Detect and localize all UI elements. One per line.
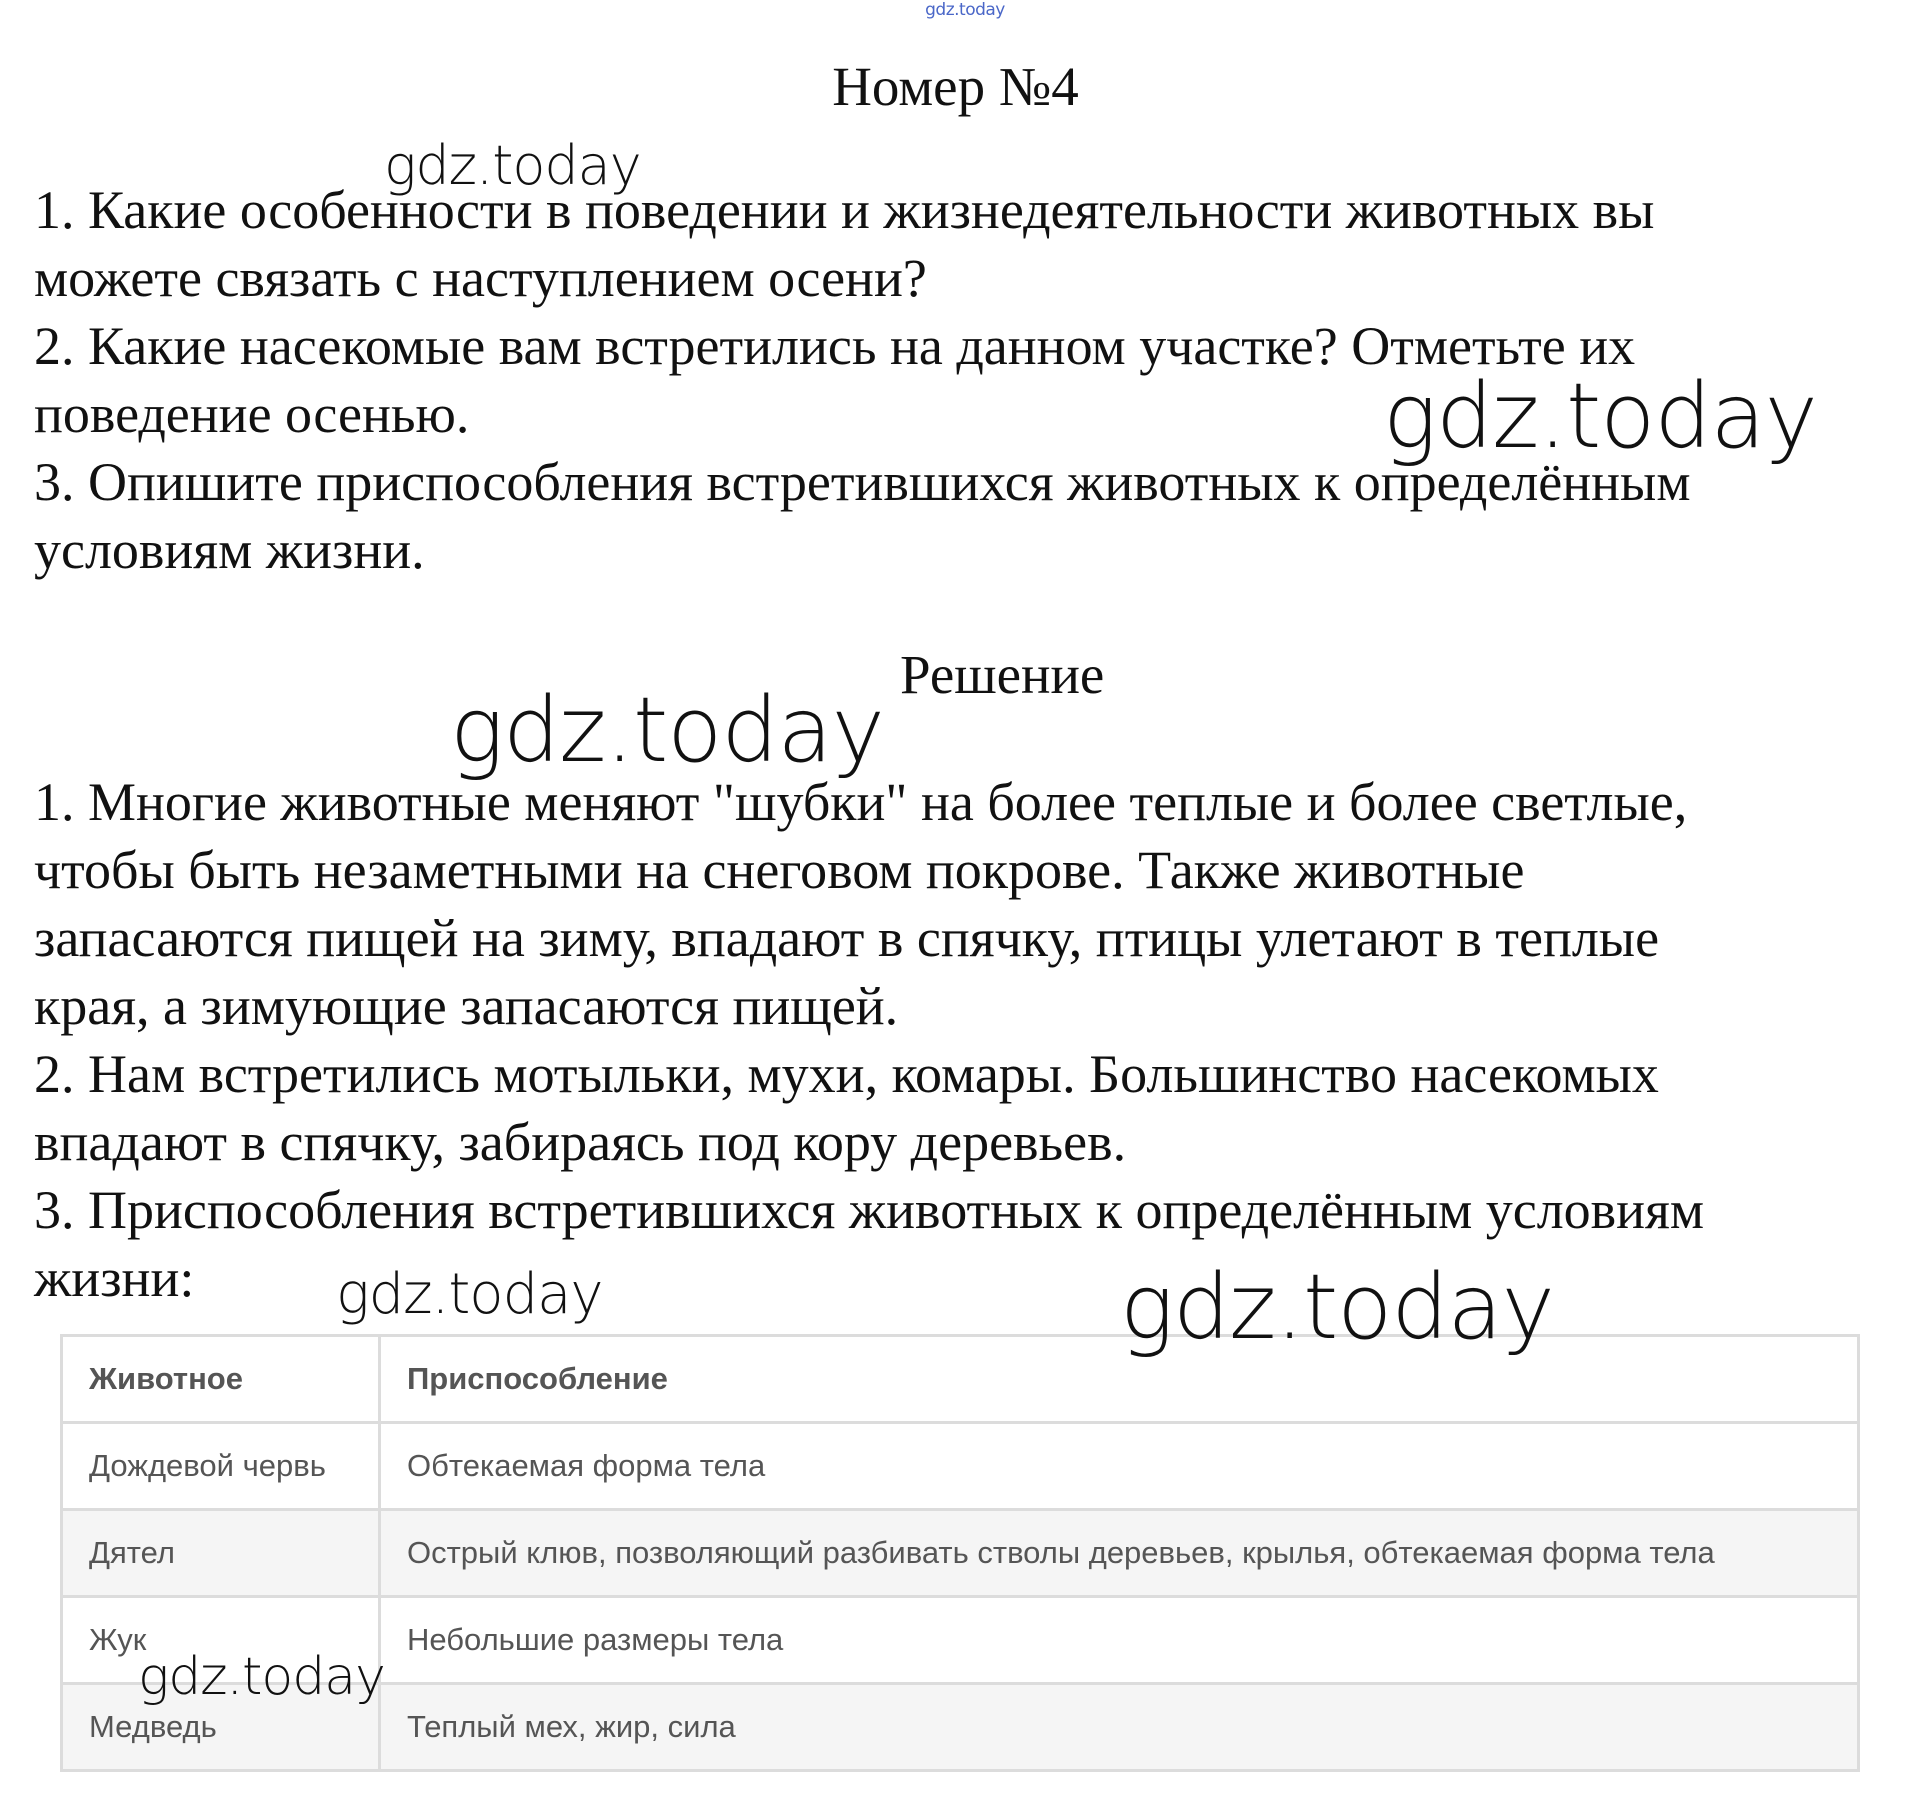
watermark-top: gdz.today bbox=[925, 0, 1005, 20]
page-title: Номер №4 bbox=[832, 56, 1079, 117]
table-cell: Дождевой червь bbox=[62, 1423, 380, 1510]
watermark: gdz.today bbox=[1383, 364, 1817, 469]
solution-heading: Решение bbox=[900, 644, 1105, 705]
watermark: gdz.today bbox=[336, 1262, 603, 1327]
watermark: gdz.today bbox=[1120, 1255, 1554, 1360]
watermark: gdz.today bbox=[450, 678, 884, 783]
questions-text: 1. Какие особенности в поведении и жизнедеятельности животных вы можете связать с наступлением осени? 2. Какие насекомые вам встретились на данном участке? Отметьте их поведение осенью. 3. Опишите приспособления встретившихся животных к определённым условиям жизни. bbox=[34, 180, 1691, 580]
table-row bbox=[62, 1423, 1859, 1510]
table-cell: Жук bbox=[62, 1597, 380, 1684]
table-row bbox=[62, 1510, 1859, 1597]
table-cell: Теплый мех, жир, сила bbox=[380, 1684, 1859, 1771]
table-cell: Дятел bbox=[62, 1510, 380, 1597]
table-cell: Острый клюв, позволяющий разбивать стволы деревьев, крылья, обтекаемая форма тела bbox=[380, 1510, 1859, 1597]
watermark: gdz.today bbox=[384, 134, 641, 197]
answers-text: 1. Многие животные меняют "шубки" на более теплые и более светлые, чтобы быть незаметными на снеговом покрове. Также животные запасаются пищей на зиму, впадают в спячку, птицы улетают в теплые края, а зимующие запасаются пищей. 2. Нам встретились мотыльки, мухи, комары. Большинство насекомых впадают в спячку, забираясь под кору деревьев. 3. Приспособления встретившихся животных к определённым условиям жизни: bbox=[34, 772, 1705, 1308]
table-header-animal: Животное bbox=[62, 1336, 380, 1423]
watermark: gdz.today bbox=[138, 1647, 385, 1707]
table-cell: Небольшие размеры тела bbox=[380, 1597, 1859, 1684]
table-header-row bbox=[62, 1336, 1859, 1423]
table-cell: Медведь bbox=[62, 1684, 380, 1771]
table-cell: Обтекаемая форма тела bbox=[380, 1423, 1859, 1510]
table-header-adaptation: Приспособление bbox=[380, 1336, 1859, 1423]
